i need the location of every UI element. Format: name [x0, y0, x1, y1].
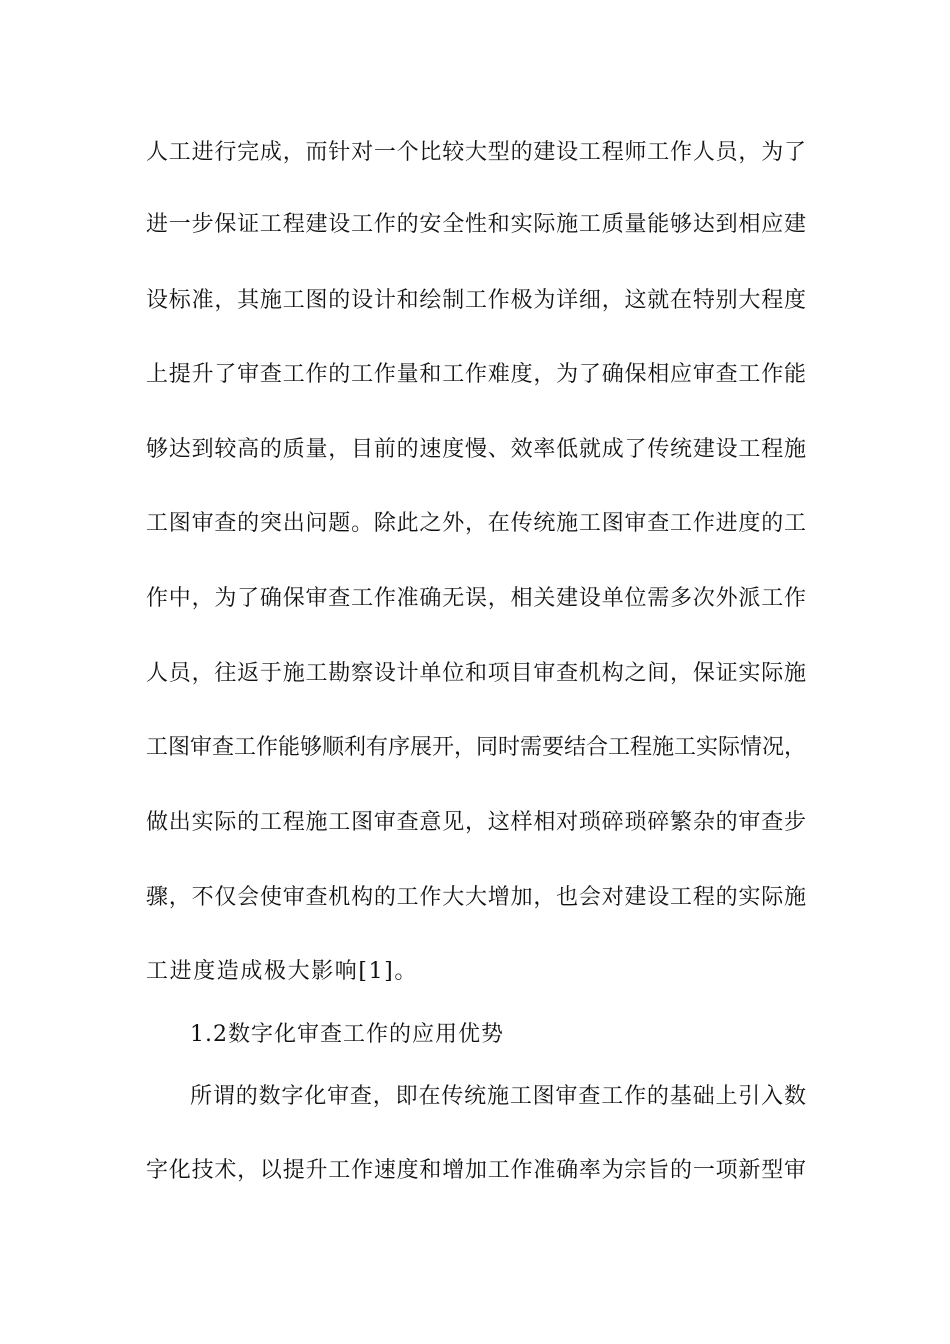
paragraph-last-line: 工进度造成极大影响[1]。 — [146, 959, 418, 984]
paragraph-line: 作中，为了确保审查工作准确无误，相关建设单位需多次外派工作 — [146, 586, 806, 611]
paragraph-line: 做出实际的工程施工图审查意见，这样相对琐碎琐碎繁杂的审查步 — [146, 810, 806, 835]
paragraph-line: 人工进行完成，而针对一个比较大型的建设工程师工作人员，为了 — [146, 140, 806, 165]
paragraph-line: 上提升了审查工作的工作量和工作难度，为了确保相应审查工作能 — [146, 362, 806, 387]
paragraph-line: 工图审查工作能够顺利有序展开，同时需要结合工程施工实际情况， — [146, 735, 807, 760]
paragraph-line: 够达到较高的质量，目前的速度慢、效率低就成了传统建设工程施 — [146, 437, 806, 462]
paragraph-line: 进一步保证工程建设工作的安全性和实际施工质量能够达到相应建 — [146, 212, 806, 237]
section-heading: 1.2数字化审查工作的应用优势 — [190, 1022, 504, 1047]
paragraph-line: 工图审查的突出问题。除此之外，在传统施工图审查工作进度的工 — [146, 511, 806, 536]
section-paragraph-line: 字化技术，以提升工作速度和增加工作准确率为宗旨的一项新型审 — [146, 1158, 806, 1183]
paragraph-line: 人员，往返于施工勘察设计单位和项目审查机构之间，保证实际施 — [146, 661, 806, 686]
paragraph-line: 骤，不仅会使审查机构的工作大大增加，也会对建设工程的实际施 — [146, 885, 806, 910]
paragraph-line: 设标准，其施工图的设计和绘制工作极为详细，这就在特别大程度 — [146, 288, 806, 313]
section-paragraph-line: 所谓的数字化审查，即在传统施工图审查工作的基础上引入数 — [190, 1084, 806, 1109]
